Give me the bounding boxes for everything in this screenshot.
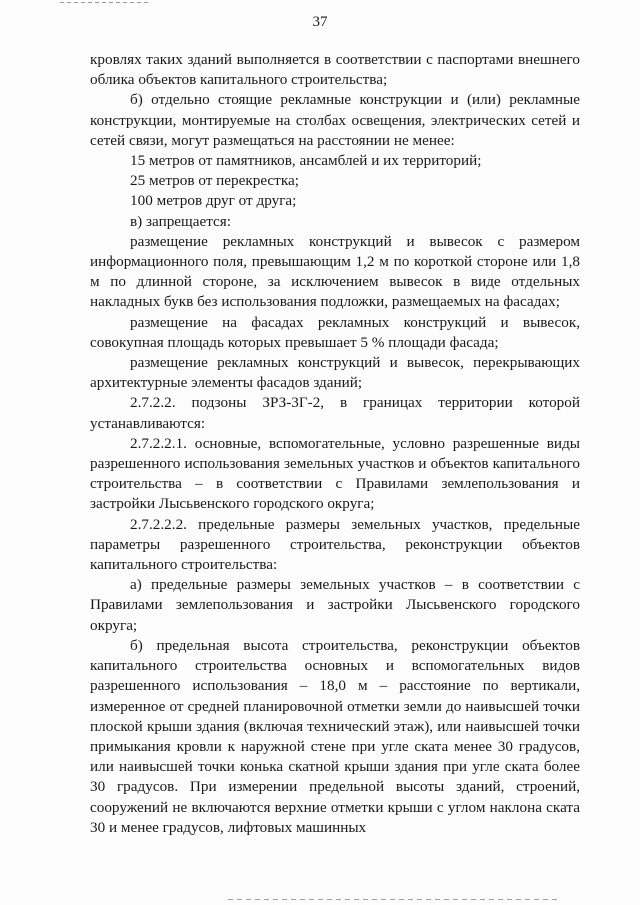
paragraph-section-2-7-2-2: 2.7.2.2. подзоны ЗРЗ-3Г-2, в границах территории которой устанавливаются: (90, 394, 580, 432)
paragraph-item-b-max-height: б) предельная высота строительства, реконструкции объектов капитального строительства основных и вспомогательных видов разрешенного использования – 18,0 м – расстояние по вертикали, измеренное от средней планировочной отметки земли до наивысшей точки плоской крыши здания (включая технический этаж), или наивысшей точки примыкания кровли к наружной стене при угле ската менее 30 градусов, или наивысшей точки конька скатной крыши здания при угле ската более 30 градусов. При измерении предельной высоты зданий, строений, сооружений не включаются верхние отметки крыши с углом наклона ската 30 и менее градусов, лифтовых машинных (90, 636, 580, 836)
paragraph-item-v-prohibited: в) запрещается: (130, 212, 231, 230)
paragraph-prohibited-size: размещение рекламных конструкций и вывесок с размером информационного поля, превышающим 1,2 м по короткой стороне или 1,8 м по длинной стороне, за исключением вывесок в виде отдельных накладных букв без использования подложки, размещаемых на фасадах; (90, 232, 580, 311)
paragraph-prohibited-overlap: размещение рекламных конструкций и вывесок, перекрывающих архитектурные элементы фасадов зданий; (90, 354, 580, 392)
scan-artifact-top (60, 2, 150, 3)
paragraph-distance-between: 100 метров друг от друга; (130, 192, 297, 210)
paragraph-distance-crossroad: 25 метров от перекрестка; (130, 172, 299, 190)
paragraph-roofs-continuation: кровлях таких зданий выполняется в соответствии с паспортами внешнего облика объектов капитального строительства; (90, 51, 580, 89)
paragraph-prohibited-area: размещение на фасадах рекламных конструкций и вывесок, совокупная площадь которых превышает 5 % площади фасада; (90, 313, 580, 351)
paragraph-item-b-standalone-ads: б) отдельно стоящие рекламные конструкции и (или) рекламные конструкции, монтируемые на столбах освещения, электрических сетей и сетей связи, могут размещаться на расстоянии не менее: (90, 91, 580, 149)
paragraph-section-2-7-2-2-2: 2.7.2.2.2. предельные размеры земельных участков, предельные параметры разрешенного строительства, реконструкции объектов капитального строительства: (90, 515, 580, 574)
paragraph-item-a-plot-sizes: а) предельные размеры земельных участков – в соответствии с Правилами землепользования и застройки Лысьвенского городского округа; (90, 576, 580, 634)
paragraph-section-2-7-2-2-1: 2.7.2.2.1. основные, вспомогательные, условно разрешенные виды разрешенного использования земельных участков и объектов капитального строительства – в соответствии с Правилами землепользования и застройки Лысьвенского городского округа; (90, 434, 580, 513)
page-number: 37 (312, 14, 328, 30)
paragraph-distance-monuments: 15 метров от памятников, ансамблей и их территорий; (130, 152, 482, 170)
document-body (90, 50, 580, 838)
scan-artifact-bottom (228, 899, 558, 900)
